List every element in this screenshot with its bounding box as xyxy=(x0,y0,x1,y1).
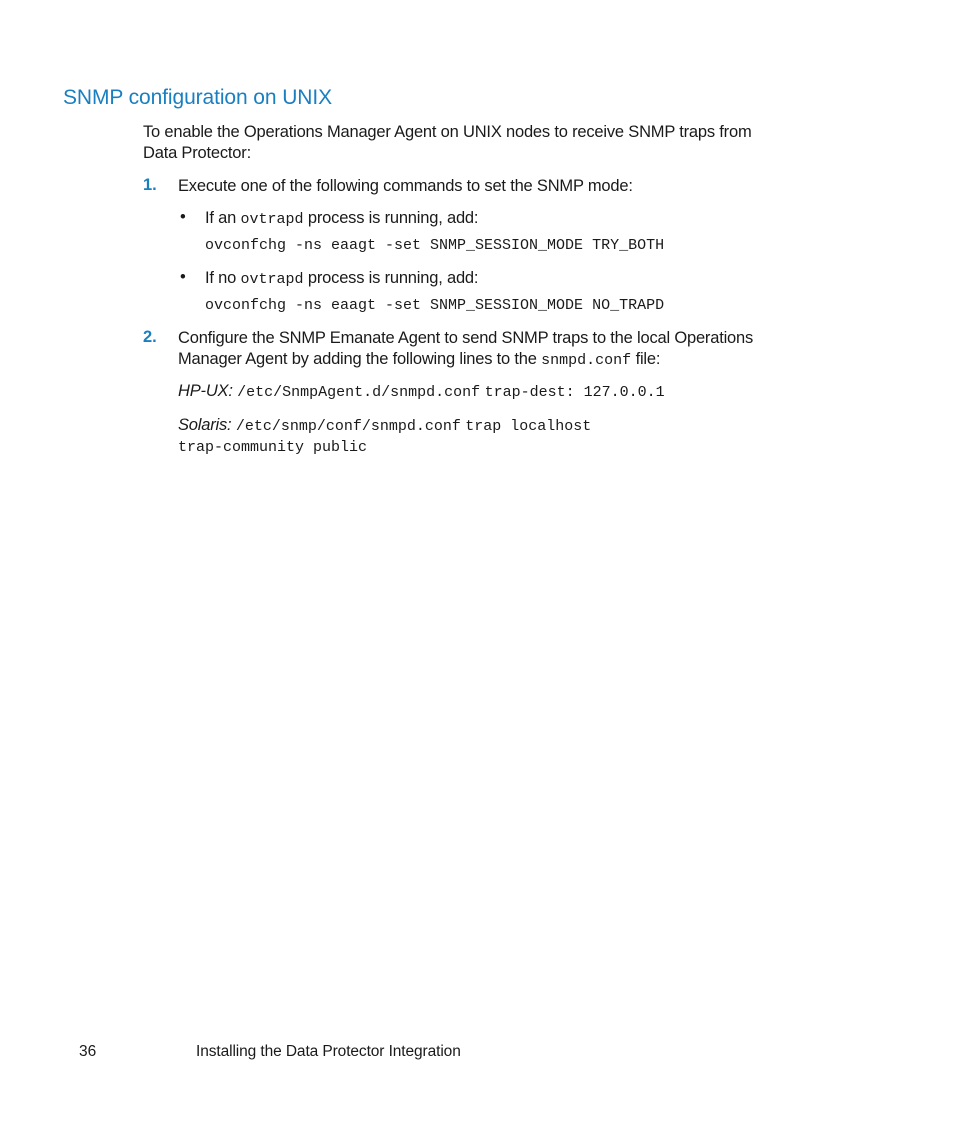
step-1-text: Execute one of the following commands to set the SNMP mode: xyxy=(178,177,633,195)
bullet-1-command: ovconfchg -ns eaagt -set SNMP_SESSION_MODE TRY_BOTH xyxy=(205,237,665,254)
solaris-row-1 xyxy=(178,415,798,437)
step-2-line-2 xyxy=(178,349,798,371)
bullet-1-prefix: If an xyxy=(205,209,237,227)
solaris-label: Solaris: xyxy=(178,416,232,434)
solaris-config xyxy=(178,415,798,459)
step-2-line-2-suffix: file: xyxy=(635,350,661,368)
hpux-label: HP-UX: xyxy=(178,382,233,400)
bullet-1-suffix: process is running, add: xyxy=(307,209,479,227)
step-2-text xyxy=(178,328,798,371)
page-number: 36 xyxy=(79,1043,97,1060)
bullet-2-suffix: process is running, add: xyxy=(307,269,479,287)
section-title: SNMP configuration on UNIX xyxy=(63,86,332,109)
solaris-line-2: trap-community public xyxy=(178,439,368,456)
step-2-file-code: snmpd.conf xyxy=(541,352,632,369)
hpux-config xyxy=(178,381,665,403)
bullet-1-marker: • xyxy=(180,208,186,226)
bullet-2-prefix: If no xyxy=(205,269,237,287)
bullet-2-command: ovconfchg -ns eaagt -set SNMP_SESSION_MODE NO_TRAPD xyxy=(205,297,665,314)
bullet-2-text xyxy=(205,268,478,290)
intro-paragraph: To enable the Operations Manager Agent on UNIX nodes to receive SNMP traps from Data Protector: xyxy=(143,123,752,162)
step-2-line-1: Configure the SNMP Emanate Agent to send SNMP traps to the local Operations xyxy=(178,329,754,347)
step-2-line-2-prefix: Manager Agent by adding the following lines to the xyxy=(178,350,537,368)
bullet-1-code: ovtrapd xyxy=(240,211,304,228)
step-1-number: 1. xyxy=(143,176,157,194)
solaris-line-1: trap localhost xyxy=(465,418,592,435)
bullet-2-marker: • xyxy=(180,268,186,286)
bullet-1-text xyxy=(205,208,478,230)
hpux-path: /etc/SnmpAgent.d/snmpd.conf xyxy=(237,384,481,401)
bullet-2-code: ovtrapd xyxy=(240,271,304,288)
step-2-number: 2. xyxy=(143,328,157,346)
solaris-path: /etc/snmp/conf/snmpd.conf xyxy=(235,418,461,435)
footer-chapter-title: Installing the Data Protector Integration xyxy=(196,1043,461,1060)
hpux-line: trap-dest: 127.0.0.1 xyxy=(484,384,665,401)
